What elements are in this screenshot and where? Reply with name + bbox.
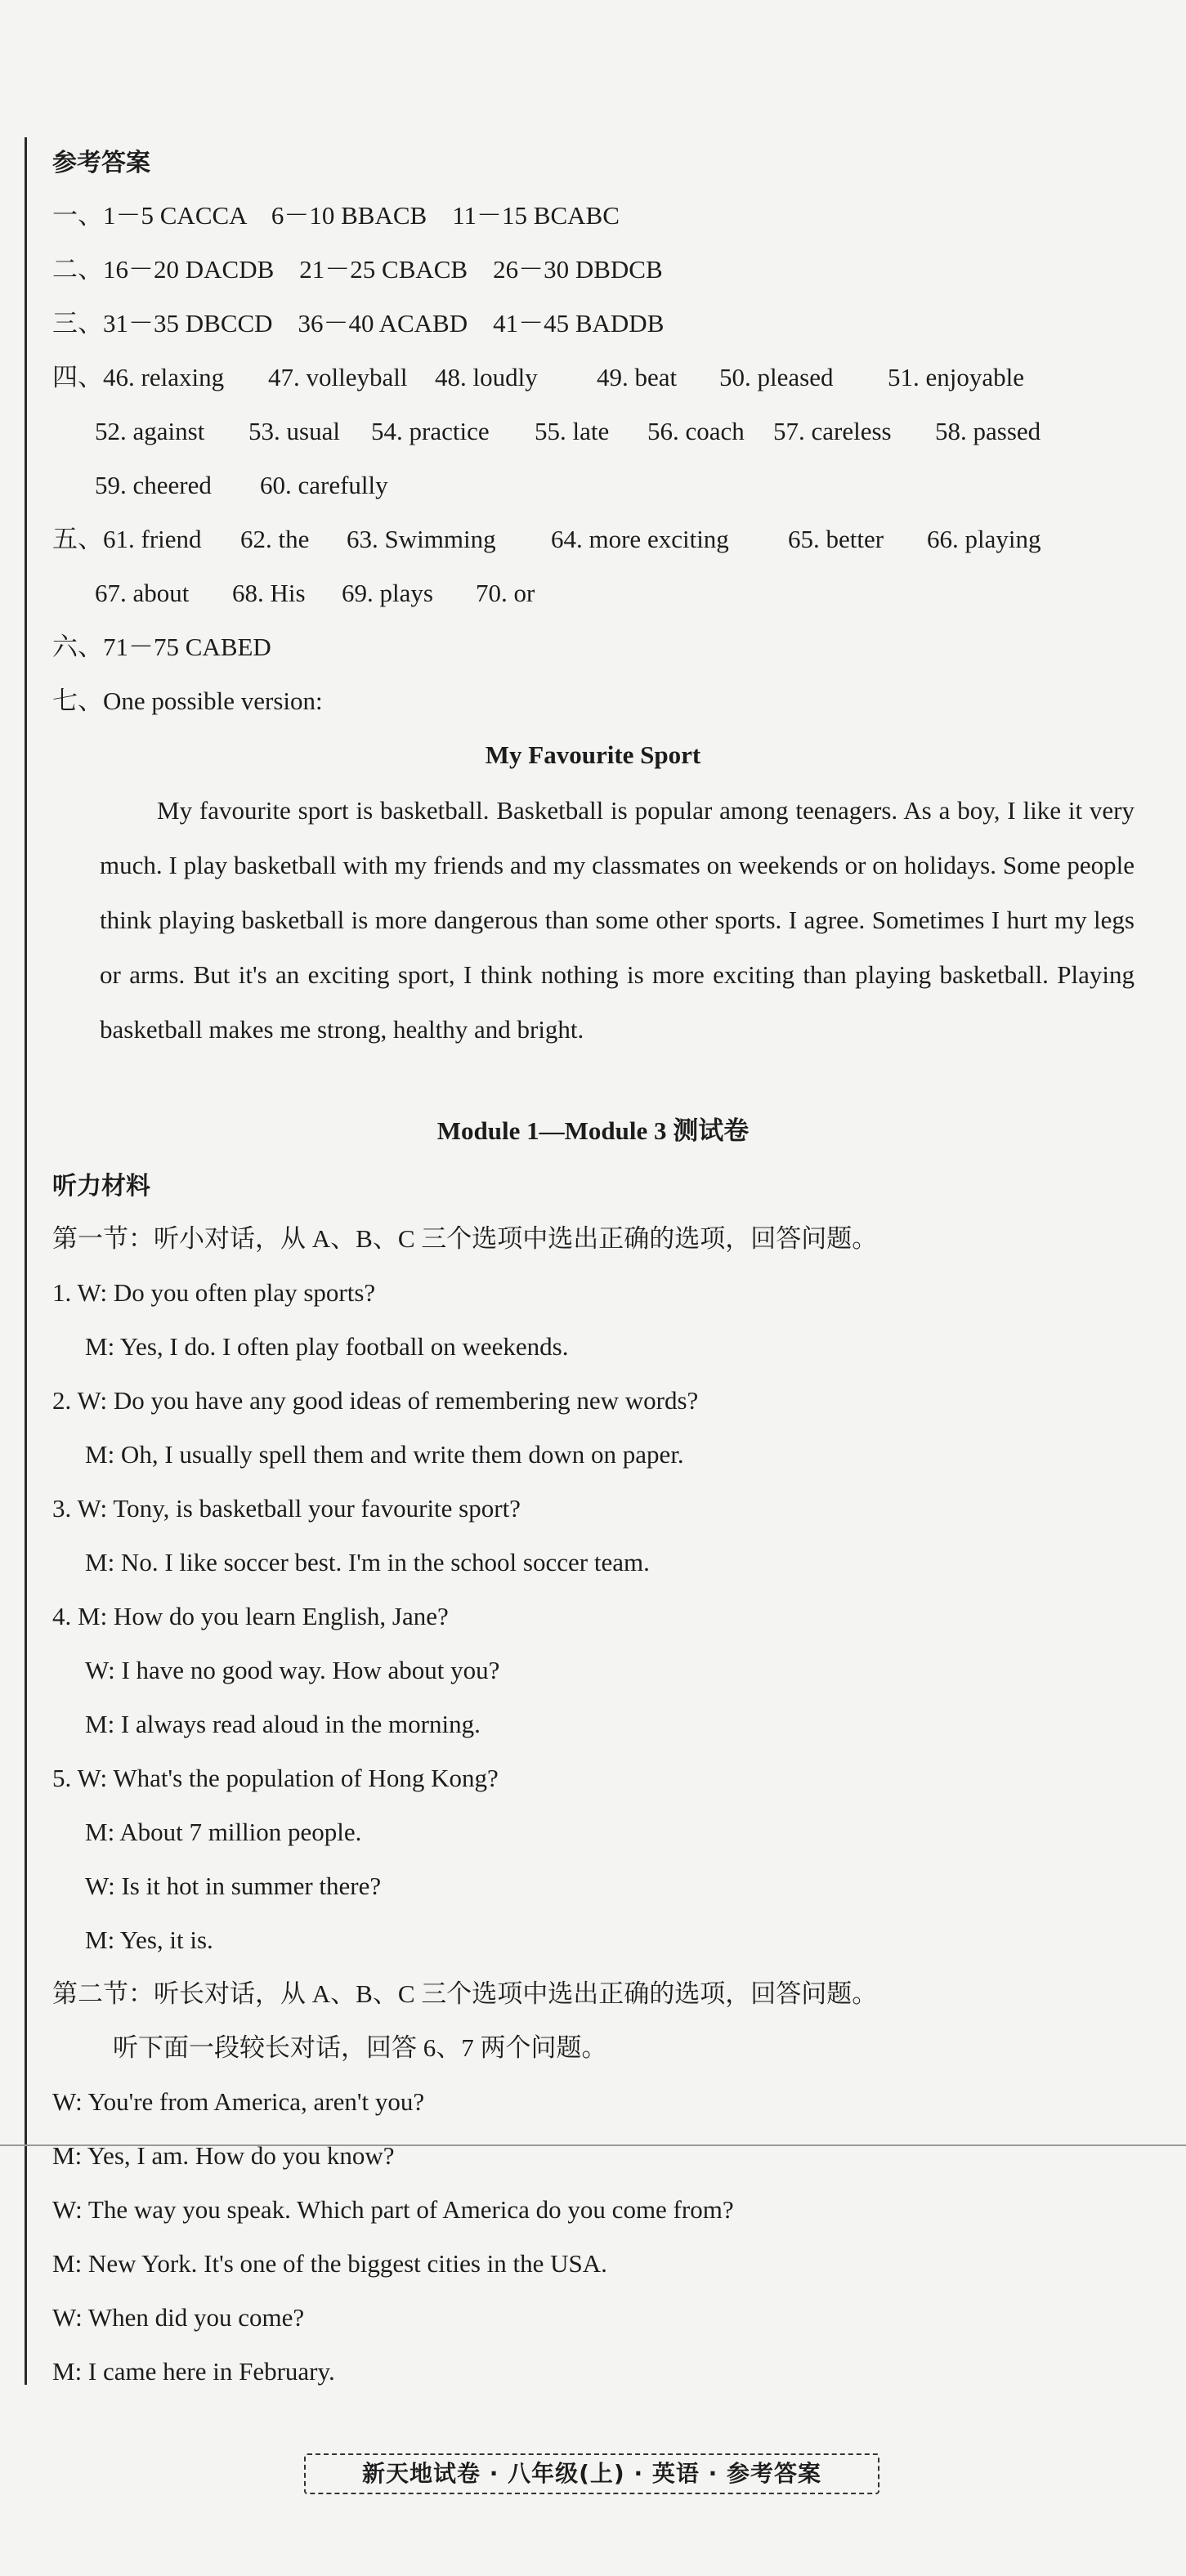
section-2-note: 听下面一段较长对话，回答 6、7 两个问题。 — [113, 2033, 607, 2062]
dialogue-line: 4. M: How do you learn English, Jane? — [52, 1602, 449, 1630]
dialogue-line: W: The way you speak. Which part of America do you come from? — [52, 2195, 734, 2224]
answer-item: 56. coach — [647, 417, 745, 445]
answer-section-4-line-1 — [52, 361, 1024, 394]
section-2-instruction: 第二节：听长对话，从 A、B、C 三个选项中选出正确的选项，回答问题。 — [52, 1979, 878, 2008]
answer-section-3: 三、31－35 DBCCD 36－40 ACABD 41－45 BADDB — [52, 309, 665, 338]
answer-item: 52. against — [95, 417, 205, 445]
answer-item: 47. volleyball — [268, 363, 408, 391]
dialogue-line: W: I have no good way. How about you? — [85, 1656, 500, 1684]
answer-item: 48. loudly — [435, 363, 538, 391]
dialogue-line: 1. W: Do you often play sports? — [52, 1278, 376, 1307]
test-title: Module 1—Module 3 测试卷 — [436, 1116, 750, 1145]
dialogue-line: W: Is it hot in summer there? — [85, 1872, 382, 1900]
answer-item: 67. about — [95, 579, 190, 607]
answer-item: 50. pleased — [719, 363, 834, 391]
answer-item: 58. passed — [935, 417, 1041, 445]
dialogue-line: M: Yes, I am. How do you know? — [52, 2141, 395, 2170]
answer-item: 57. careless — [773, 417, 892, 445]
answer-section-2: 二、16－20 DACDB 21－25 CBACB 26－30 DBDCB — [52, 255, 663, 284]
listening-heading: 听力材料 — [52, 1172, 150, 1201]
answer-item: 68. His — [232, 579, 306, 607]
dialogue-line: M: Yes, I do. I often play football on weekends. — [85, 1332, 569, 1361]
answer-item: 63. Swimming — [347, 525, 496, 553]
answer-section-5-line-2 — [95, 577, 535, 610]
essay-body: My favourite sport is basketball. Basketball is popular among teenagers. As a boy, I like it very much. I play basketball with my friends and my classmates on weekends or on holidays. Some people think playing basketball is more dangerous than some other sports. I agree. Sometimes I hurt my legs or arms. But it's an exciting sport, I think nothing is more exciting than playing basketball. Playing basketball makes me strong, healthy and bright. — [100, 796, 1135, 1044]
dialogue-line: 2. W: Do you have any good ideas of remembering new words? — [52, 1386, 699, 1415]
dialogue-line: M: I came here in February. — [52, 2357, 335, 2386]
answer-item: 49. beat — [597, 363, 678, 391]
answer-item: 60. carefully — [260, 471, 388, 499]
answer-item: 四、46. relaxing — [52, 363, 225, 391]
answer-section-7: 七、One possible version: — [52, 686, 323, 715]
answer-item: 66. playing — [927, 525, 1041, 553]
answer-item: 64. more exciting — [551, 525, 729, 553]
answer-item: 69. plays — [342, 579, 433, 607]
essay-title: My Favourite Sport — [485, 740, 701, 769]
answer-item: 55. late — [535, 417, 610, 445]
dialogue-line: W: You're from America, aren't you? — [52, 2087, 425, 2116]
dialogue-line: M: Oh, I usually spell them and write them down on paper. — [85, 1440, 684, 1469]
left-margin-rule — [25, 137, 27, 2385]
dialogue-line: M: No. I like soccer best. I'm in the school soccer team. — [85, 1548, 650, 1576]
dialogue-line: M: New York. It's one of the biggest cities in the USA. — [52, 2249, 607, 2278]
answer-item: 62. the — [240, 525, 310, 553]
answer-section-5-line-1 — [52, 523, 1041, 556]
dialogue-line: 5. W: What's the population of Hong Kong? — [52, 1764, 499, 1792]
answer-item: 53. usual — [248, 417, 340, 445]
answer-item: 54. practice — [371, 417, 490, 445]
answer-section-4-line-3 — [95, 469, 388, 502]
answer-item: 五、61. friend — [52, 525, 202, 553]
dialogue-line: W: When did you come? — [52, 2303, 305, 2332]
footer-label: 新天地试卷 · 八年级(上) · 英语 · 参考答案 — [304, 2453, 879, 2494]
answer-item: 51. enjoyable — [888, 363, 1025, 391]
answer-section-4-line-2 — [95, 415, 1041, 448]
dialogue-line: M: Yes, it is. — [85, 1925, 213, 1954]
dialogue-line: M: I always read aloud in the morning. — [85, 1710, 481, 1738]
answer-item: 65. better — [788, 525, 884, 553]
dialogue-line: 3. W: Tony, is basketball your favourite sport? — [52, 1494, 521, 1523]
answer-section-1: 一、1－5 CACCA 6－10 BBACB 11－15 BCABC — [52, 201, 620, 230]
answer-item: 59. cheered — [95, 471, 212, 499]
dialogue-line: M: About 7 million people. — [85, 1818, 362, 1846]
answer-heading: 参考答案 — [52, 149, 150, 177]
section-1-instruction: 第一节：听小对话，从 A、B、C 三个选项中选出正确的选项，回答问题。 — [52, 1224, 878, 1253]
answer-section-6: 六、71－75 CABED — [52, 633, 271, 661]
answer-item: 70. or — [476, 579, 535, 607]
